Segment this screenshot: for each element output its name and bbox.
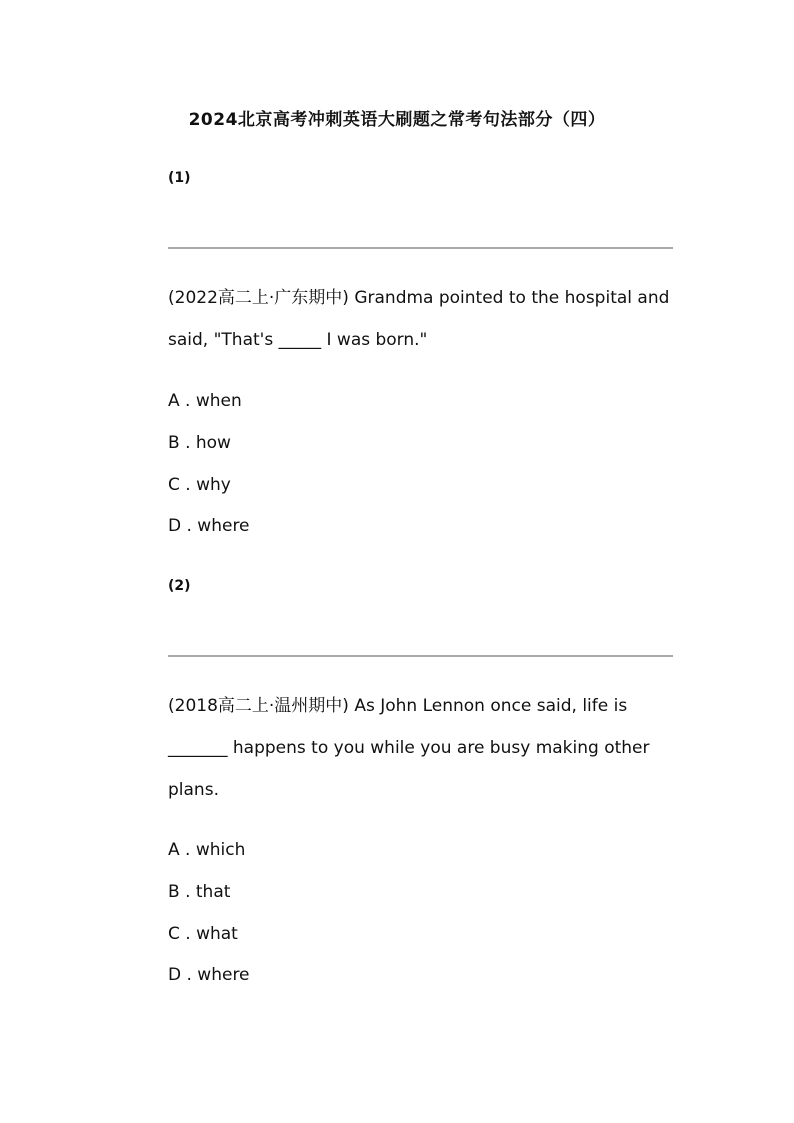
- page-title: 2024北京高考冲刺英语大刷题之常考句法部分（四）: [188, 110, 606, 130]
- question-2-stem: (2018高二上·温州期中) As John Lennon once said, life is _______ happens to you while you are busy making other plans.: [168, 696, 650, 800]
- question-1-option-b[interactable]: B . how: [168, 433, 231, 453]
- question-1-number: (1): [168, 170, 191, 186]
- question-2-option-c[interactable]: C . what: [168, 924, 238, 944]
- question-1-stem: (2022高二上·广东期中) Grandma pointed to the hospital and said, "That's _____ I was born.": [168, 288, 670, 350]
- question-1-option-d[interactable]: D . where: [168, 516, 250, 536]
- question-1-option-c[interactable]: C . why: [168, 475, 231, 495]
- question-2-option-a[interactable]: A . which: [168, 840, 246, 860]
- question-2-option-d[interactable]: D . where: [168, 965, 250, 985]
- question-2-divider: [168, 655, 673, 657]
- question-1-option-a[interactable]: A . when: [168, 391, 242, 411]
- question-1-divider: [168, 247, 673, 249]
- question-2-number: (2): [168, 578, 191, 594]
- question-2-option-b[interactable]: B . that: [168, 882, 231, 902]
